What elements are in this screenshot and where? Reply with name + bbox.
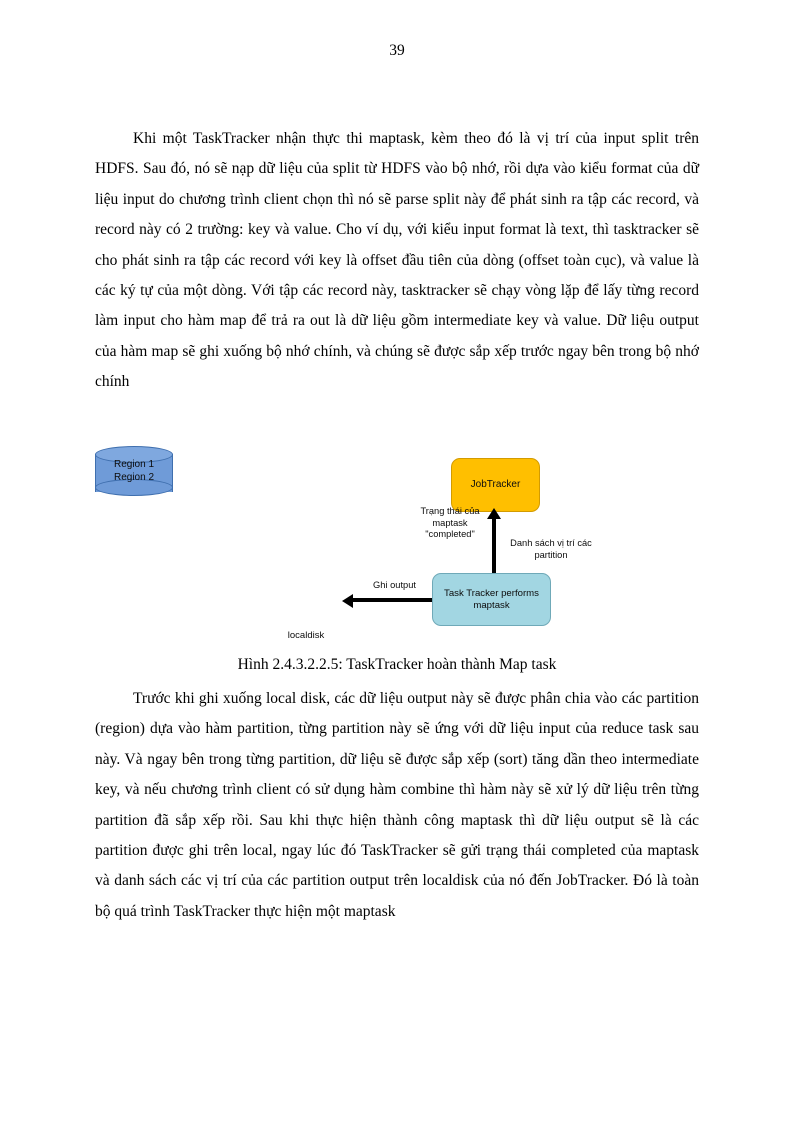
arrow-left-head-icon bbox=[342, 594, 353, 608]
arrow-tasktracker-to-localdisk bbox=[353, 598, 432, 602]
paragraph-second-block bbox=[95, 684, 699, 927]
jobtracker-label: JobTracker bbox=[470, 479, 521, 490]
paragraph-first-block bbox=[95, 124, 699, 398]
localdisk-caption: localdisk bbox=[287, 630, 325, 641]
arrow-tasktracker-to-jobtracker bbox=[492, 518, 496, 573]
diagram-node-tasktracker bbox=[432, 573, 551, 626]
edge-label-status: Trạng thái của maptask "completed" bbox=[420, 506, 480, 539]
edge-label-partitions: Danh sách vị trí các partition bbox=[510, 538, 592, 560]
page-number: 39 bbox=[389, 42, 405, 59]
figure-tasktracker-map-task bbox=[95, 446, 699, 681]
paragraph-first: Khi một TaskTracker nhận thực thi maptask, kèm theo đó là vị trí của input split trên HDFS. Sau đó, nó sẽ nạp dữ liệu của split từ HDFS vào bộ nhớ, rồi dựa vào kiểu format của dữ liệu input do chương trình client chọn thì nó sẽ parse split này để phát sinh ra tập các record, và record này có 2 trường: key và value. Cho ví dụ, với kiểu input format là text, thì tasktracker sẽ cho phát sinh ra tập các record với key là offset đầu tiên của dòng (offset toàn cục), và value là các ký tự của một dòng. Với tập các record này, tasktracker sẽ chạy vòng lặp để lấy từng record làm input cho hàm map để trả ra out là dữ liệu gồm intermediate key và value. Dữ liệu output của hàm map sẽ ghi xuống bộ nhớ chính, và chúng sẽ được sắp xếp trước ngay bên trong bộ nhớ chính bbox=[95, 130, 699, 391]
region-1-label: Region 1 bbox=[113, 459, 155, 470]
figure-caption: Hình 2.4.3.2.2.5: TaskTracker hoàn thành Map task bbox=[237, 656, 557, 673]
figure-diagram-canvas bbox=[95, 446, 699, 651]
localdisk-regions bbox=[95, 459, 173, 484]
paragraph-second: Trước khi ghi xuống local disk, các dữ liệu output này sẽ được phân chia vào các partition (region) dựa vào hàm partition, từng partition này sẽ ứng với dữ liệu input của reduce task sau này. Và ngay bên trong từng partition, dữ liệu sẽ được sắp xếp (sort) tăng dần theo intermediate key, và nếu chương trình client có sử dụng hàm combine thì hàm này sẽ xử lý dữ liệu trên từng partition đã sắp xếp rồi. Sau khi thực hiện thành công maptask thì dữ liệu output sẽ là các partition được ghi trên local, ngay lúc đó TaskTracker sẽ gửi trạng thái completed của maptask và danh sách các vị trí của các partition output trên localdisk của nó đến JobTracker. Đó là toàn bộ quá trình TaskTracker thực hiện một maptask bbox=[95, 690, 699, 920]
diagram-node-localdisk-cylinder bbox=[95, 446, 173, 496]
diagram-node-jobtracker bbox=[451, 458, 540, 512]
tasktracker-label: Task Tracker performs maptask bbox=[444, 587, 539, 611]
edge-label-ghi-output: Ghi output bbox=[373, 580, 416, 590]
region-2-label: Region 2 bbox=[113, 471, 155, 483]
